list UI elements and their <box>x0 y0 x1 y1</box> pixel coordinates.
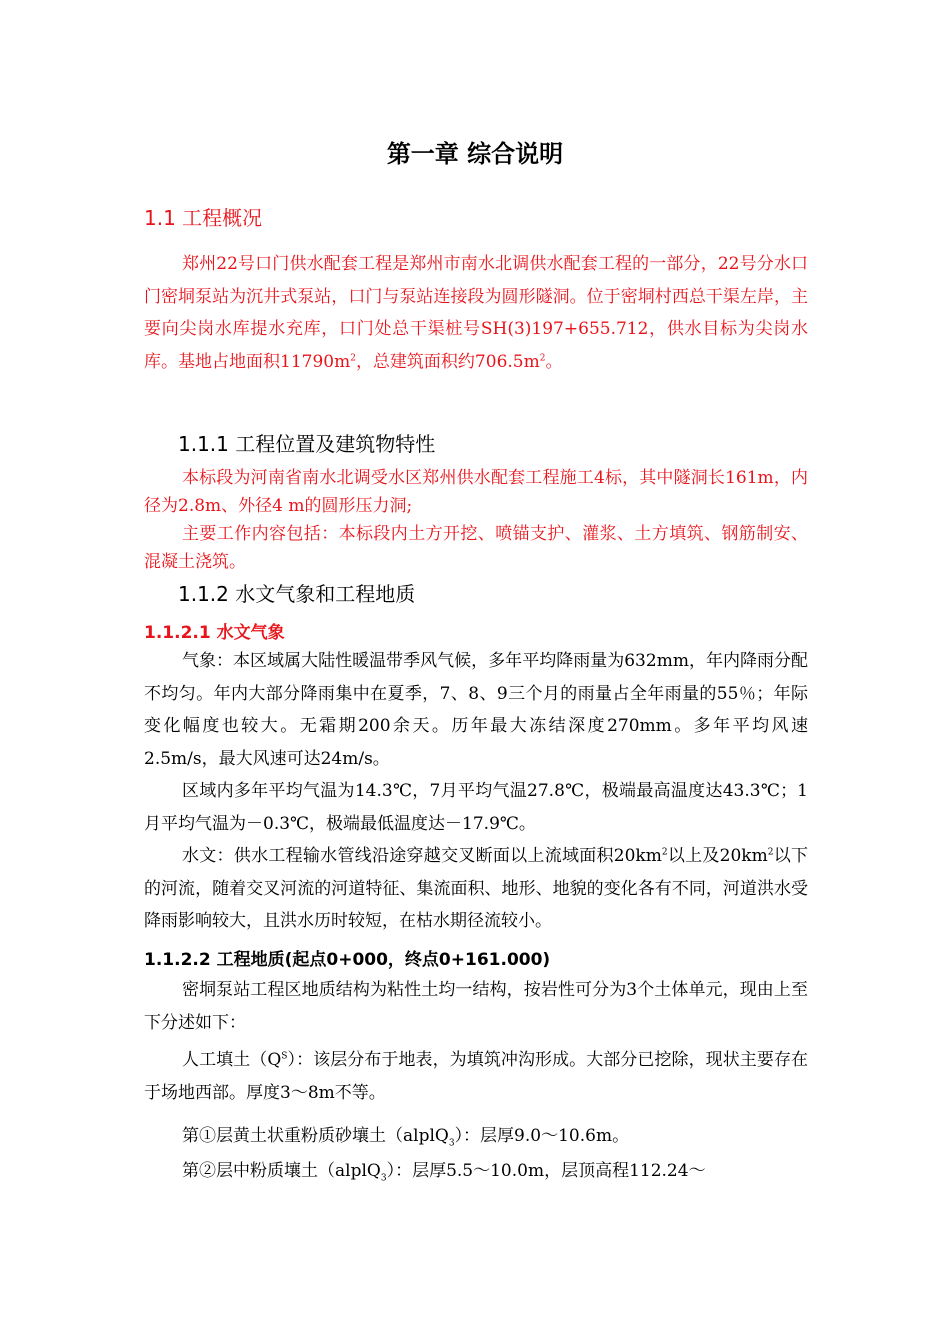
section-heading-1-1-2-2: 1.1.2.2 工程地质(起点0+000，终点0+161.000) <box>144 950 551 970</box>
superscript: 2 <box>350 353 356 364</box>
hydro-text-b: 以上及20km <box>667 846 768 866</box>
geo-layer2-b: ）：层厚5.5～10.0m，层顶高程112.24～ <box>386 1161 706 1181</box>
section-heading-1-1: 1.1 工程概况 <box>144 206 263 230</box>
scope-paragraph-1: 本标段为河南省南水北调受水区郑州供水配套工程施工4标，其中隧洞长161m，内径为2.8m、外径4 m的圆形压力洞; <box>144 468 808 516</box>
section-heading-1-1-2: 1.1.2 水文气象和工程地质 <box>178 582 416 606</box>
overview-text-mid: ，总建筑面积约706.5m <box>355 351 540 372</box>
subscript: 3 <box>448 1138 455 1149</box>
chapter-title: 第一章 综合说明 <box>386 140 564 168</box>
superscript: 2 <box>767 847 774 858</box>
geology-paragraph-3 <box>144 1120 808 1153</box>
hydro-text-a: 水文：供水工程输水管线沿途穿越交叉断面以上流域面积20km <box>182 846 662 866</box>
hydro-text-c: 以下的河流，随着交叉河流的河道特征、集流面积、地形、地貌的变化各有不同，河道洪水受降雨影响较大，且洪水历时较短，在枯水期径流较小。 <box>144 846 808 932</box>
geo-layer1-a: 第①层黄土状重粉质砂壤土（alplQ <box>182 1126 449 1146</box>
geology-paragraph-4 <box>144 1155 808 1188</box>
scope-paragraph-2: 主要工作内容包括：本标段内土方开挖、喷锚支护、灌浆、土方填筑、钢筋制安、混凝土浇筑。 <box>144 524 808 572</box>
overview-text: 郑州22号口门供水配套工程是郑州市南水北调供水配套工程的一部分，22号分水口门密垌泵站为沉井式泵站，口门与泵站连接段为圆形隧洞。位于密垌村西总干渠左岸，主要向尖岗水库提水充库，口门处总干渠桩号SH(3)197+655.712，供水目标为尖岗水库。基地占地面积11790m <box>144 254 808 372</box>
geology-paragraph-2 <box>144 1044 808 1109</box>
geo-text-a: 人工填土（Q <box>182 1050 282 1070</box>
geo-text-b: ）：该层分布于地表，为填筑冲沟形成。大部分已挖除，现状主要存在于场地西部。厚度3～8m不等。 <box>144 1050 809 1103</box>
overview-paragraph <box>144 248 808 378</box>
superscript: 2 <box>539 353 546 364</box>
superscript: S <box>281 1051 288 1062</box>
geology-paragraph-1: 密垌泵站工程区地质结构为粘性土均一结构，按岩性可分为3个土体单元，现由上至下分述如下： <box>144 980 808 1033</box>
overview-text-end: 。 <box>545 351 563 372</box>
section-heading-1-1-2-1: 1.1.2.1 水文气象 <box>144 623 285 643</box>
climate-paragraph-1: 气象：本区域属大陆性暖温带季风气候，多年平均降雨量为632mm，年内降雨分配不均匀。年内大部分降雨集中在夏季，7、8、9三个月的雨量占全年雨量的55％；年际变化幅度也较大。无霜期200余天。历年最大冻结深度270mm。多年平均风速2.5m/s，最大风速可达24m/s。 <box>144 651 808 769</box>
climate-paragraph-2: 区域内多年平均气温为14.3℃，7月平均气温27.8℃，极端最高温度达43.3℃；1月平均气温为－0.3℃，极端最低温度达－17.9℃。 <box>144 781 808 834</box>
section-heading-1-1-1: 1.1.1 工程位置及建筑物特性 <box>178 432 436 456</box>
hydrology-paragraph <box>144 840 808 938</box>
geo-layer2-a: 第②层中粉质壤土（alplQ <box>182 1161 381 1181</box>
superscript: 2 <box>661 847 668 858</box>
subscript: 3 <box>380 1173 387 1184</box>
geo-layer1-b: ）：层厚9.0～10.6m。 <box>454 1126 630 1146</box>
